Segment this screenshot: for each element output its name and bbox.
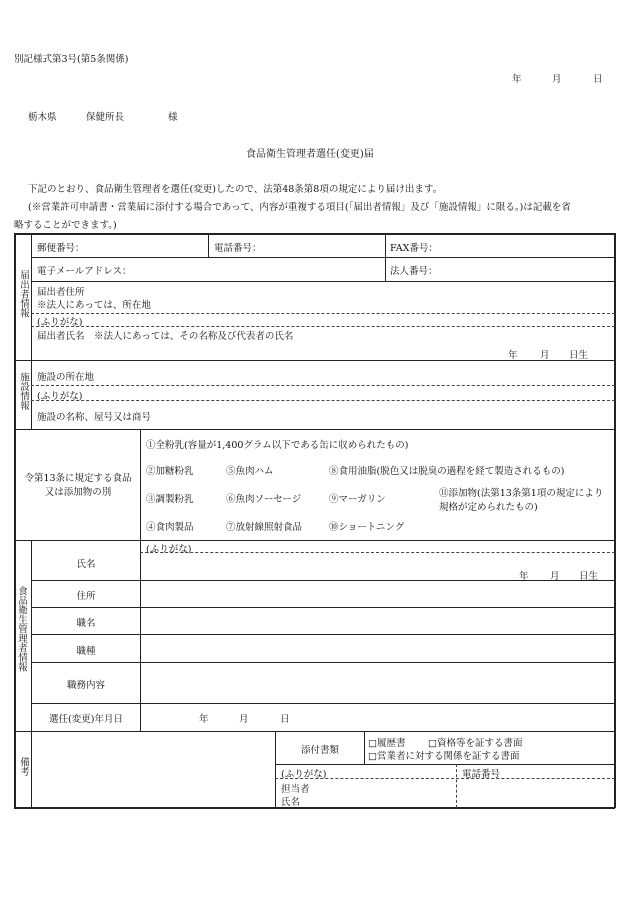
product-item-10: ⑩ショートニング <box>329 522 405 533</box>
intro-text: 下記のとおり、食品衛生管理者を選任(変更)したので、法第48条第8項の規定により届け出ます。 <box>28 184 443 195</box>
applicant-furigana-label: (ふりがな) <box>37 317 83 328</box>
product-item-1: ①全粉乳(容量が1,400グラム以下である缶に収められたもの) <box>146 440 409 451</box>
contact-person-label-line1: 担当者 <box>281 784 310 795</box>
manager-furigana-label: (ふりがな) <box>146 544 192 555</box>
applicant-section-label: 届出者情報 <box>18 270 29 318</box>
facility-furigana-label: (ふりがな) <box>37 391 83 402</box>
appointed-year: 年 <box>199 714 209 725</box>
postal-code-label: 郵便番号： <box>37 243 85 254</box>
phone-label: 電話番号： <box>214 243 262 254</box>
manager-section-label: 食品衛生管理者情報 <box>15 586 27 672</box>
manager-birth-year: 年 <box>519 571 529 582</box>
contact-phone-label: 電話番号 <box>462 769 501 780</box>
product-item-4: ④食肉製品 <box>146 522 194 533</box>
product-item-7: ⑦放射線照射食品 <box>226 522 303 533</box>
note-line-2: 略することができます。) <box>14 220 117 231</box>
product-item-5: ⑤魚肉ハム <box>226 466 274 477</box>
appointed-month: 月 <box>239 714 249 725</box>
applicant-birth-day: 日生 <box>569 350 589 361</box>
contact-person-label-line2: 氏名 <box>281 797 301 808</box>
product-item-6: ⑥魚肉ソーセージ <box>226 494 302 505</box>
product-item-2: ②加糖粉乳 <box>146 466 194 477</box>
product-item-11-line1: ⑪添加物(法第13条第1項の規定により <box>439 488 604 499</box>
product-item-8: ⑧食用油脂(脱色又は脱臭の過程を経て製造されるもの) <box>329 466 565 477</box>
attachment-relationship-checkbox[interactable]: □営業者に対する関係を証する書面 <box>368 751 520 762</box>
remarks-section-label: 備考 <box>18 757 29 776</box>
appointed-day: 日 <box>280 714 290 725</box>
applicant-name-label: 届出者氏名 ※法人にあっては、その名称及び代表者の氏名 <box>37 331 294 342</box>
facility-section-label: 施設情報 <box>18 372 29 410</box>
date-month: 月 <box>552 74 562 85</box>
applicant-birth-year: 年 <box>508 350 518 361</box>
products-label-line1: 令第13条に規定する食品 <box>24 473 132 484</box>
facility-location-label: 施設の所在地 <box>37 372 95 383</box>
manager-duties-label: 職務内容 <box>66 680 105 691</box>
fax-label: FAX番号： <box>390 243 438 254</box>
applicant-birth-month: 月 <box>540 350 550 361</box>
attachment-qualification-checkbox[interactable]: □資格等を証する書面 <box>428 738 523 749</box>
facility-name-label: 施設の名称、屋号又は商号 <box>37 412 152 423</box>
manager-appointed-date-label: 選任(変更)年月日 <box>49 714 123 725</box>
note-line-1: (※営業許可申請書・営業届に添付する場合であって、内容が重複する項目(「届出者情報」及び「施設情報」に限る。)は記載を省 <box>28 202 571 213</box>
addressee-honorific: 様 <box>168 112 178 123</box>
form-number: 別記様式第3号(第5条関係) <box>14 54 129 65</box>
product-item-11-line2: 規格が定められたもの) <box>439 502 538 513</box>
manager-position-label: 職名 <box>76 618 96 629</box>
date-day: 日 <box>593 74 603 85</box>
page-title: 食品衛生管理者選任(変更)届 <box>246 149 374 160</box>
manager-job-type-label: 職種 <box>76 646 96 657</box>
corporate-number-label: 法人番号： <box>390 266 438 277</box>
products-label-line2: 又は添加物の別 <box>44 487 112 498</box>
addressee-prefecture: 栃木県 <box>28 112 57 123</box>
product-item-3: ③調製粉乳 <box>146 494 194 505</box>
manager-name-label: 氏名 <box>76 559 96 570</box>
applicant-address-note: ※法人にあっては、所在地 <box>37 300 151 311</box>
manager-birth-day: 日生 <box>579 571 599 582</box>
attachments-label: 添付書類 <box>300 745 339 756</box>
manager-birth-month: 月 <box>550 571 560 582</box>
email-label: 電子メールアドレス： <box>37 266 132 277</box>
applicant-address-label: 届出者住所 <box>37 287 85 298</box>
attachment-resume-checkbox[interactable]: □履歴書 <box>368 738 406 749</box>
product-item-9: ⑨マーガリン <box>329 494 386 505</box>
manager-address-label: 住所 <box>76 591 96 602</box>
contact-furigana-label: (ふりがな) <box>281 769 327 780</box>
date-year: 年 <box>512 74 522 85</box>
addressee-office: 保健所長 <box>86 112 125 123</box>
